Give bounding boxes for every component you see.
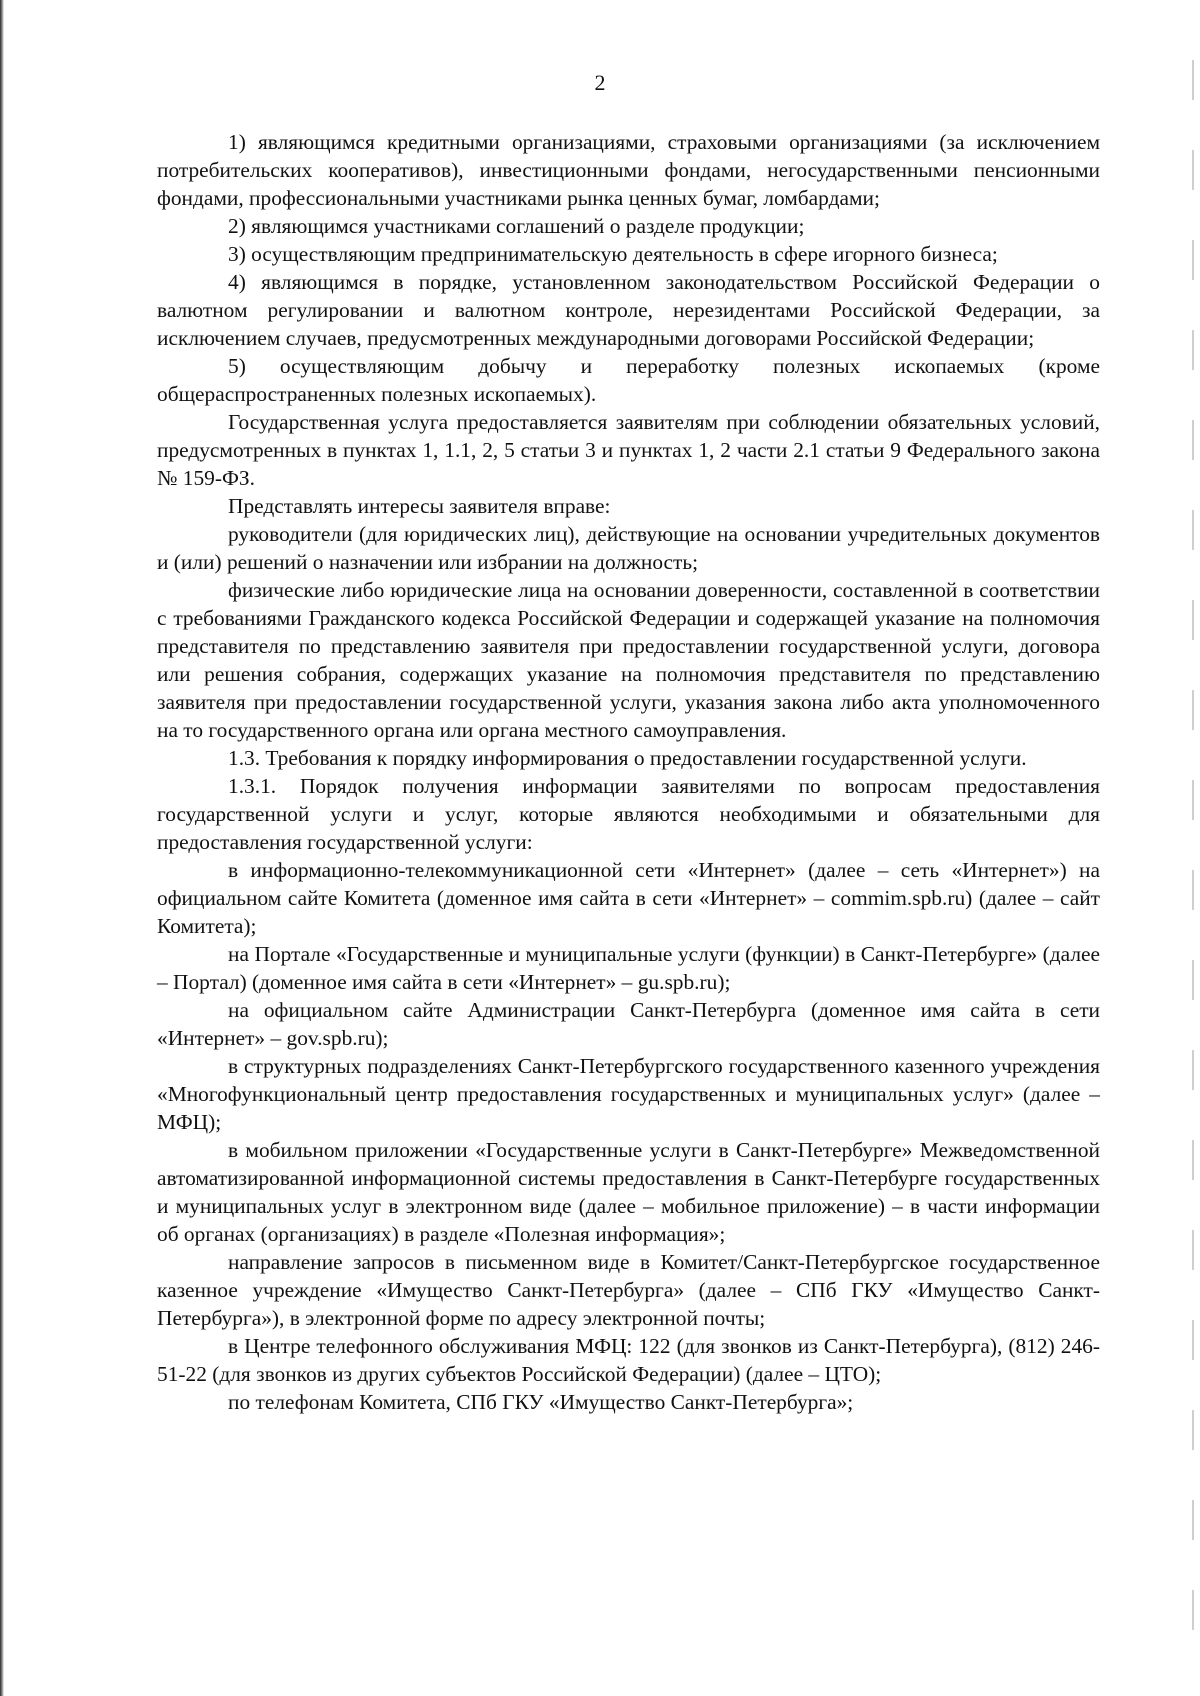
scan-left-edge: [0, 0, 4, 1696]
document-body: [157, 128, 1100, 1416]
paragraph-representatives-intro: Представлять интересы заявителя вправе:: [228, 494, 611, 518]
section-heading-1-3: 1.3. Требования к порядку информирования о предоставлении государственной услуги.: [228, 746, 1027, 770]
section-heading-1-3-1: 1.3.1. Порядок получения информации заявителями по вопросам предоставления государственной услуги и услуг, которые являются необходимыми и обязательными для предоставления государственной услуги:: [157, 774, 1100, 854]
scan-right-edge: [1192, 60, 1194, 1636]
paragraph-info-mfc: в структурных подразделениях Санкт-Петербургского государственного казенного учреждения «Многофункциональный центр предоставления государственных и муниципальных услуг» (далее – МФЦ);: [157, 1054, 1100, 1134]
paragraph-item-5-mining: 5) осуществляющим добычу и переработку полезных ископаемых (кроме общераспространенных полезных ископаемых).: [157, 354, 1100, 406]
paragraph-info-written-requests: направление запросов в письменном виде в Комитет/Санкт-Петербургское государственное казенное учреждение «Имущество Санкт-Петербурга» (далее – СПб ГКУ «Имущество Санкт-Петербурга»), в электронной форме по адресу электронной почты;: [157, 1250, 1100, 1330]
paragraph-info-internet: в информационно-телекоммуникационной сети «Интернет» (далее – сеть «Интернет») на официальном сайте Комитета (доменное имя сайта в сети «Интернет» – commim.spb.ru) (далее – сайт Комитета);: [157, 858, 1100, 938]
paragraph-item-1-credit-organizations: 1) являющимся кредитными организациями, страховыми организациями (за исключением потребительских кооперативов), инвестиционными фондами, негосударственными пенсионными фондами, профессиональными участниками рынка ценных бумаг, ломбардами;: [157, 130, 1100, 210]
paragraph-representatives-proxy: физические либо юридические лица на основании доверенности, составленной в соответствии с требованиями Гражданского кодекса Российской Федерации и содержащей указание на полномочия представителя по представлению заявителя при предоставлении государственной услуги, договора или решения собрания, содержащих указание на полномочия представителя по представлению заявителя при предоставлении государственной услуги, указания закона либо акта уполномоченного на то государственного органа или органа местного самоуправления.: [157, 578, 1100, 742]
paragraph-item-2-production-sharing: 2) являющимся участниками соглашений о разделе продукции;: [228, 214, 805, 238]
paragraph-item-4-nonresidents: 4) являющимся в порядке, установленном законодательством Российской Федерации о валютном регулировании и валютном контроле, нерезидентами Российской Федерации, за исключением случаев, предусмотренных международными договорами Российской Федерации;: [157, 270, 1100, 350]
page-number: 2: [594, 70, 606, 95]
paragraph-info-mobile-app: в мобильном приложении «Государственные услуги в Санкт-Петербурге» Межведомственной автоматизированной информационной системы предоставления в Санкт-Петербурге государственных и муниципальных услуг в электронном виде (далее – мобильное приложение) – в части информации об органах (организациях) в разделе «Полезная информация»;: [157, 1138, 1100, 1246]
paragraph-service-conditions: Государственная услуга предоставляется заявителям при соблюдении обязательных условий, предусмотренных в пунктах 1, 1.1, 2, 5 статьи 3 и пунктах 1, 2 части 2.1 статьи 9 Федерального закона № 159-ФЗ.: [157, 410, 1100, 490]
paragraph-info-phones: по телефонам Комитета, СПб ГКУ «Имущество Санкт-Петербурга»;: [228, 1390, 854, 1414]
paragraph-info-call-center: в Центре телефонного обслуживания МФЦ: 122 (для звонков из Санкт-Петербурга), (812) 246-51-22 (для звонков из других субъектов Российской Федерации) (далее – ЦТО);: [157, 1334, 1100, 1386]
paragraph-representatives-heads: руководители (для юридических лиц), действующие на основании учредительных документов и (или) решений о назначении или избрании на должность;: [157, 522, 1100, 574]
paragraph-info-gov-site: на официальном сайте Администрации Санкт-Петербурга (доменное имя сайта в сети «Интернет» – gov.spb.ru);: [157, 998, 1100, 1050]
paragraph-info-portal: на Портале «Государственные и муниципальные услуги (функции) в Санкт-Петербурге» (далее – Портал) (доменное имя сайта в сети «Интернет» – gu.spb.ru);: [157, 942, 1100, 994]
paragraph-item-3-gambling: 3) осуществляющим предпринимательскую деятельность в сфере игорного бизнеса;: [228, 242, 998, 266]
